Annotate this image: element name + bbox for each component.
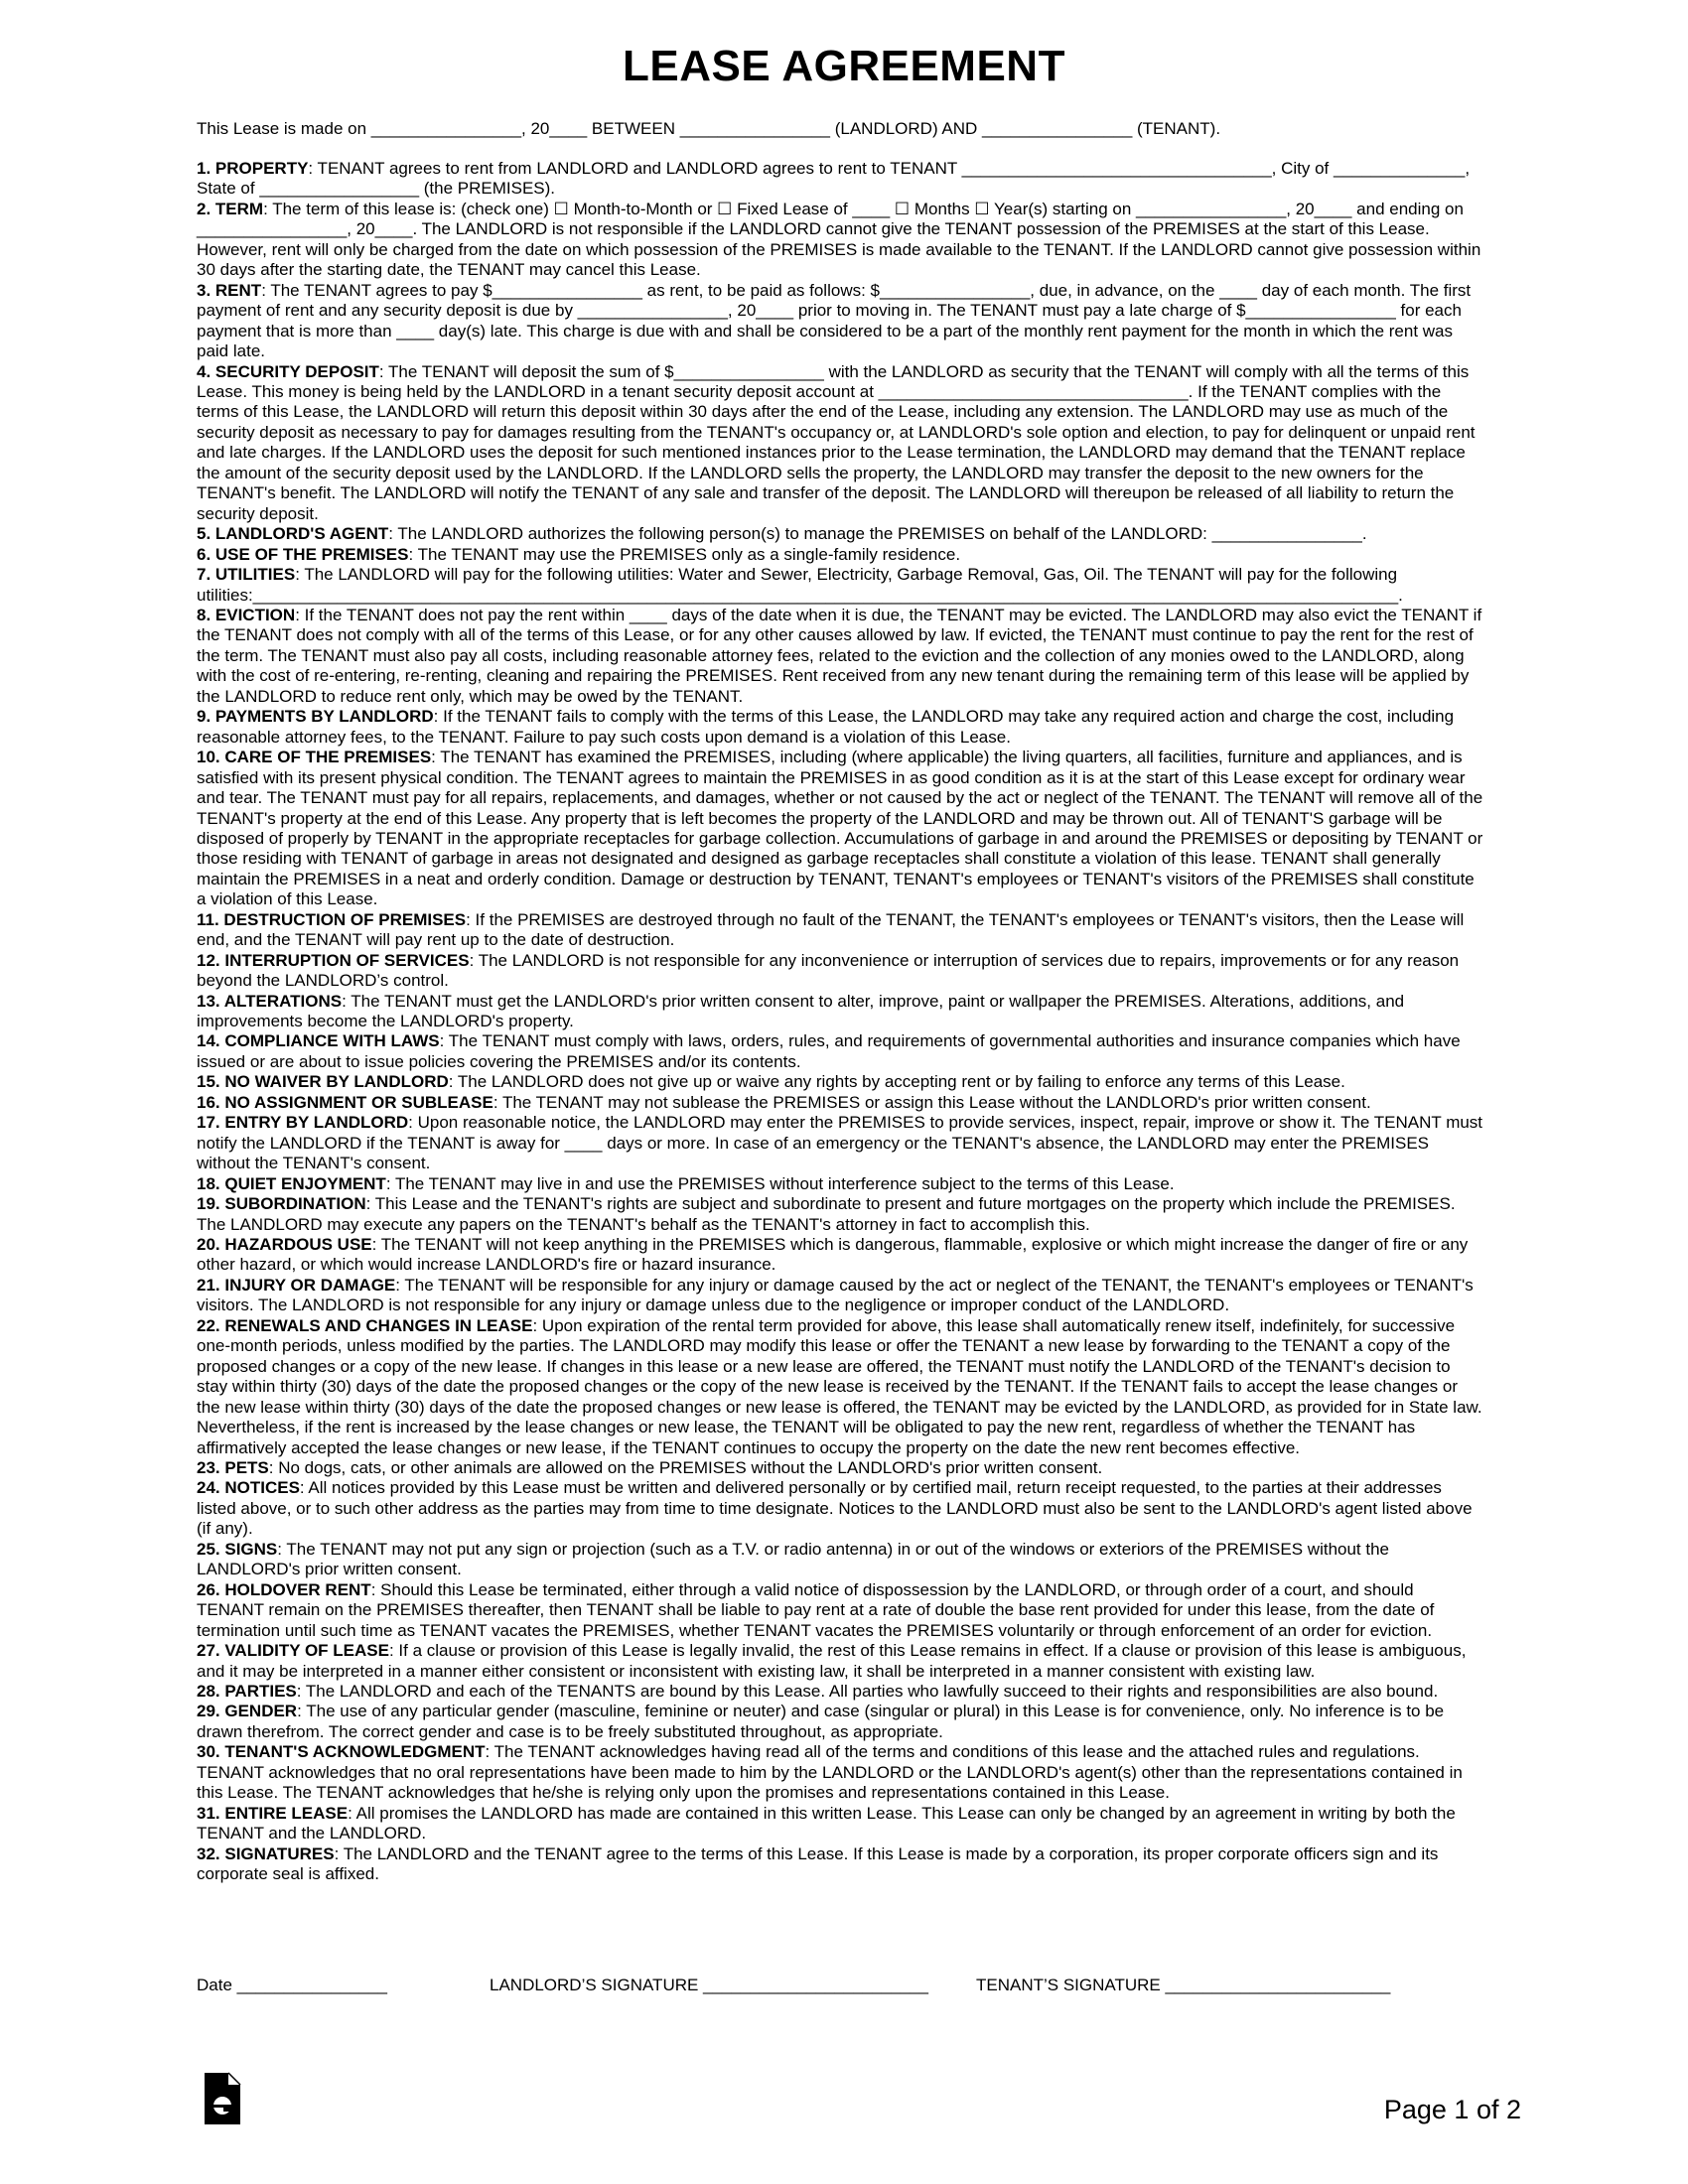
clause-text: : The TENANT will not keep anything in the PREMISES which is dangerous, flammable, explosive or which might increase the danger of fire or any other hazard, or which would increase LANDLORD's fire or hazard insurance. [197,1235,1469,1275]
clause-3 [197,281,1483,362]
clause-25 [197,1540,1483,1580]
clause-heading: 4. SECURITY DEPOSIT [197,361,379,381]
eforms-logo-icon [203,2071,242,2126]
page-number: Page 1 of 2 [1383,2095,1521,2124]
clause-19 [197,1194,1483,1235]
clause-20 [197,1235,1483,1276]
clause-text: : If the TENANT does not pay the rent within ____ days of the date when it is due, the TENANT may be evicted. The LANDLORD may also evict the TENANT if the TENANT does not comply with all of the terms of this Lease, or for any other causes allowed by law. If evicted, the TENANT must continue to pay the rent for the rest of the term. The TENANT must also pay all costs, including reasonable attorney fees, related to the eviction and the collection of any monies owed to the LANDLORD, along with the cost of re-entering, re-renting, cleaning and repairing the PREMISES. Rent received from any new tenant during the remaining term of this lease will be applied by the LANDLORD to reduce rent only, which may be owed by the TENANT. [197,605,1482,706]
clause-text: : Upon expiration of the rental term provided for above, this lease shall automatically renew itself, indefinitely, for successive one-month periods, unless modified by the parties. The LANDLORD may modify this lease or offer the TENANT a new lease by forwarding to the TENANT a copy of the proposed changes or a copy of the new lease. If changes in this lease or a new lease are offered, the TENANT must notify the LANDLORD of the TENANT's decision to stay within thirty (30) days of the date the proposed changes or the copy of the new lease is received by the TENANT. If the TENANT fails to accept the lease changes or the new lease within thirty (30) days of the date the proposed changes or new lease is offered, the TENANT may be evicted by the LANDLORD, as provided for in State law. Nevertheless, if the rent is increased by the lease changes or new lease, the TENANT will be obligated to pay the new rent, regardless of whether the TENANT has affirmatively accepted the lease changes or new lease, if the TENANT continues to occupy the property on the date the new rent becomes effective. [197,1315,1482,1457]
clause-10 [197,748,1483,910]
clause-9 [197,707,1483,748]
clause-heading: 18. QUIET ENJOYMENT [197,1173,386,1193]
clause-27 [197,1641,1483,1682]
clause-32 [197,1844,1483,1885]
clause-1 [197,159,1483,200]
clause-text: : The LANDLORD and the TENANT agree to the terms of this Lease. If this Lease is made by a corporation, its proper corporate officers sign and its corporate seal is affixed. [197,1843,1439,1884]
clause-heading: 7. UTILITIES [197,565,296,585]
clause-14 [197,1031,1483,1072]
intro-line: This Lease is made on ________________, 20____ BETWEEN ________________ (LANDLORD) AND ________________ (TENANT). [197,119,1221,138]
clause-heading: 12. INTERRUPTION OF SERVICES [197,950,470,970]
clause-15 [197,1072,1483,1092]
clause-heading: 3. RENT [197,280,262,300]
clause-heading: 21. INJURY OR DAMAGE [197,1275,396,1295]
clause-heading: 19. SUBORDINATION [197,1194,366,1214]
clause-2 [197,200,1483,281]
clause-4 [197,362,1483,525]
clause-23 [197,1458,1483,1478]
clause-text: : The TENANT may live in and use the PREMISES without interference subject to the terms of this Lease. [385,1173,1175,1193]
document-title: LEASE AGREEMENT [623,42,1065,90]
clause-heading: 20. HAZARDOUS USE [197,1235,372,1255]
clause-text: : The TENANT may use the PREMISES only as a single-family residence. [408,544,961,564]
clause-text: : The TENANT acknowledges having read all of the terms and conditions of this lease and the attached rules and regulations. TENANT acknowledges that no oral representations have been made to him by the LANDLORD or the LANDLORD's agent(s) other than the representations contained in this Lease. The TENANT acknowledges that he/she is relying only upon the promises and representations contained in this Lease. [197,1742,1463,1803]
clause-heading: 32. SIGNATURES [197,1843,335,1863]
clause-text: : The LANDLORD authorizes the following person(s) to manage the PREMISES on behalf of the LANDLORD: ________________. [388,524,1367,544]
clause-heading: 8. EVICTION [197,605,296,624]
clause-heading: 27. VALIDITY OF LEASE [197,1641,389,1661]
clause-text: : The TENANT will deposit the sum of $________________ with the LANDLORD as security that the TENANT will comply with all the terms of this Lease. This money is being held by the LANDLORD in a tenant security deposit account at _________________________________. If the TENANT complies with the terms of this Lease, the LANDLORD will return this deposit within 30 days after the end of the Lease, including any extension. The LANDLORD may use as much of the security deposit as necessary to pay for damages resulting from the TENANT's occupancy or, at LANDLORD's sole option and election, to pay for delinquent or unpaid rent and late charges. If the LANDLORD uses the deposit for such mentioned instances prior to the Lease termination, the LANDLORD may demand that the TENANT replace the amount of the security deposit used by the LANDLORD. If the LANDLORD sells the property, the LANDLORD may transfer the deposit to the new owners for the TENANT's benefit. The LANDLORD will notify the TENANT of any sale and transfer of the deposit. The LANDLORD will thereupon be released of all liability to return the security deposit. [197,361,1476,523]
clause-text: : The TENANT must get the LANDLORD's prior written consent to alter, improve, paint or wallpaper the PREMISES. Alterations, additions, and improvements become the LANDLORD's property. [197,991,1405,1031]
clause-text: : Should this Lease be terminated, either through a valid notice of dispossession by the LANDLORD, or through order of a court, and should TENANT remain on the PREMISES thereafter, then TENANT shall be liable to pay rent at a rate of double the base rent provided for under this lease, from the date of termination until such time as TENANT vacates the PREMISES, whether TENANT vacates the PREMISES voluntarily or through enforcement of an order for eviction. [197,1579,1435,1640]
clause-28 [197,1682,1483,1702]
clause-heading: 2. TERM [197,199,264,218]
clause-heading: 25. SIGNS [197,1539,278,1559]
clause-text: : Upon reasonable notice, the LANDLORD may enter the PREMISES to provide services, inspect, repair, improve or show it. The TENANT must notify the LANDLORD if the TENANT is away for ____ days or more. In case of an emergency or the TENANT's absence, the LANDLORD may enter the PREMISES without the TENANT's consent. [197,1113,1483,1173]
clause-13 [197,992,1483,1032]
clause-26 [197,1580,1483,1641]
clause-heading: 31. ENTIRE LEASE [197,1803,349,1823]
clause-text: : If a clause or provision of this Lease is legally invalid, the rest of this Lease remains in effect. If a clause or provision of this lease is ambiguous, and it may be interpreted in a manner either consistent or inconsistent with existing law, it shall be interpreted in a manner consistent with existing law. [197,1641,1467,1681]
tenant-signature-field: TENANT’S SIGNATURE ________________________ [976,1976,1391,1994]
clause-18 [197,1174,1483,1194]
clause-5 [197,524,1483,544]
clause-heading: 14. COMPLIANCE WITH LAWS [197,1031,440,1051]
clause-11 [197,910,1483,951]
landlord-signature-field: LANDLORD’S SIGNATURE ________________________ [490,1976,928,1994]
clause-heading: 10. CARE OF THE PREMISES [197,748,432,767]
clause-heading: 26. HOLDOVER RENT [197,1579,371,1599]
clause-text: : The LANDLORD will pay for the following utilities: Water and Sewer, Electricity, Garbage Removal, Gas, Oil. The TENANT will pay for the following utilities:__________________________________________________________________________________________________________________________. [197,565,1403,605]
clause-text: : The TENANT has examined the PREMISES, including (where applicable) the living quarters, all facilities, furniture and appliances, and is satisfied with its present physical condition. The TENANT agrees to maintain the PREMISES in as good condition as it is at the start of this Lease except for ordinary wear and tear. The TENANT must pay for all repairs, replacements, and damages, whether or not caused by the act or neglect of the TENANT. The TENANT will remove all of the TENANT's property at the end of this Lease. Any property that is left becomes the property of the LANDLORD and may be thrown out. All of TENANT'S garbage will be disposed of properly by TENANT in the appropriate receptacles for garbage collection. Accumulations of garbage in and around the PREMISES or depositing by TENANT or those residing with TENANT of garbage in areas not designated and designed as garbage receptacles shall constitute a violation of this lease. TENANT shall generally maintain the PREMISES in a neat and orderly condition. Damage or destruction by TENANT, TENANT's employees or TENANT's visitors of the PREMISES shall constitute a violation of this Lease. [197,748,1483,909]
clause-text: : This Lease and the TENANT's rights are subject and subordinate to present and future mortgages on the property which include the PREMISES. The LANDLORD may execute any papers on the TENANT's behalf as the TENANT's attorney in fact to accomplish this. [197,1194,1456,1234]
clause-text: : The TENANT may not put any sign or projection (such as a T.V. or radio antenna) in or out of the windows or exteriors of the PREMISES without the LANDLORD's prior written consent. [197,1539,1390,1579]
clause-heading: 9. PAYMENTS BY LANDLORD [197,707,434,727]
clause-heading: 15. NO WAIVER BY LANDLORD [197,1072,449,1092]
clause-heading: 29. GENDER [197,1702,298,1721]
clause-6 [197,545,1483,565]
clauses-body [197,159,1483,1885]
clause-heading: 17. ENTRY BY LANDLORD [197,1113,409,1133]
date-field: Date ________________ [197,1976,387,1994]
clause-21 [197,1276,1483,1316]
clause-text: : The TENANT may not sublease the PREMISES or assign this Lease without the LANDLORD's prior written consent. [492,1092,1371,1112]
clause-24 [197,1478,1483,1539]
clause-text: : The LANDLORD is not responsible for any inconvenience or interruption of services due to repairs, improvements or for any reason beyond the LANDLORD’s control. [197,950,1460,991]
clause-heading: 22. RENEWALS AND CHANGES IN LEASE [197,1315,533,1335]
clause-heading: 24. NOTICES [197,1478,300,1498]
clause-17 [197,1113,1483,1173]
clause-text: : TENANT agrees to rent from LANDLORD and LANDLORD agrees to rent to TENANT _________________________________, City of ______________, State of _________________ (the PREMISES). [197,159,1471,199]
clause-31 [197,1804,1483,1844]
clause-text: : The TENANT must comply with laws, orders, rules, and requirements of governmental authorities and insurance companies which have issued or are about to issue policies covering the PREMISES and/or its contents. [197,1031,1461,1071]
clause-text: : The use of any particular gender (masculine, feminine or neuter) and case (singular or plural) in this Lease is for convenience, only. No inference is to be drawn therefrom. The correct gender and case is to be freely substituted throughout, as appropriate. [197,1702,1445,1741]
clause-29 [197,1702,1483,1742]
clause-heading: 13. ALTERATIONS [197,991,343,1011]
clause-heading: 30. TENANT'S ACKNOWLEDGMENT [197,1742,486,1762]
clause-7 [197,565,1483,606]
clause-text: : The LANDLORD and each of the TENANTS are bound by this Lease. All parties who lawfully succeed to their rights and responsibilities are also bound. [296,1681,1439,1701]
clause-8 [197,606,1483,707]
clause-text: : The term of this lease is: (check one) ☐ Month-to-Month or ☐ Fixed Lease of ____ ☐ Months ☐ Year(s) starting on ________________, 20____ and ending on ________________, 20____. The LANDLORD is not responsible if the LANDLORD cannot give the TENANT possession of the PREMISES at the start of this Lease. However, rent will only be charged from the date on which possession of the PREMISES is made available to the TENANT. If the LANDLORD cannot give possession within 30 days after the starting date, the TENANT may cancel this Lease. [197,199,1481,280]
clause-text: : All notices provided by this Lease must be written and delivered personally or by certified mail, return receipt requested, to the parties at their addresses listed above, or to such other address as the parties may from time to time designate. Notices to the LANDLORD must also be sent to the LANDLORD's agent listed above (if any). [197,1478,1473,1539]
clause-22 [197,1316,1483,1458]
clause-heading: 6. USE OF THE PREMISES [197,544,409,564]
clause-12 [197,951,1483,992]
clause-text: : No dogs, cats, or other animals are allowed on the PREMISES without the LANDLORD's prior written consent. [268,1458,1103,1477]
clause-heading: 16. NO ASSIGNMENT OR SUBLEASE [197,1092,493,1112]
clause-30 [197,1742,1483,1803]
clause-heading: 1. PROPERTY [197,159,309,178]
clause-text: : The TENANT agrees to pay $________________ as rent, to be paid as follows: $________________, due, in advance, on the ____ day of each month. The first payment of rent and any security deposit is due by ________________, 20____ prior to moving in. The TENANT must pay a late charge of $________________ for each payment that is more than ____ day(s) late. This charge is due with and shall be considered to be a part of the monthly rent payment for the month in which the rent was paid late. [197,280,1472,361]
clause-text: : If the PREMISES are destroyed through no fault of the TENANT, the TENANT's employees or TENANT's visitors, then the Lease will end, and the TENANT will pay rent up to the date of destruction. [197,909,1465,950]
clause-text: : If the TENANT fails to comply with the terms of this Lease, the LANDLORD may take any required action and charge the cost, including reasonable attorney fees, to the TENANT. Failure to pay such costs upon demand is a violation of this Lease. [197,707,1455,747]
clause-text: : The LANDLORD does not give up or waive any rights by accepting rent or by failing to enforce any terms of this Lease. [448,1072,1345,1092]
clause-heading: 23. PETS [197,1458,269,1477]
clause-heading: 5. LANDLORD'S AGENT [197,524,389,544]
clause-text: : All promises the LANDLORD has made are contained in this written Lease. This Lease can only be changed by an agreement in writing by both the TENANT and the LANDLORD. [197,1803,1456,1843]
clause-text: : The TENANT will be responsible for any injury or damage caused by the act or neglect of the TENANT, the TENANT's employees or TENANT's visitors. The LANDLORD is not responsible for any injury or damage unless due to the negligence or improper conduct of the LANDLORD. [197,1275,1474,1315]
clause-heading: 11. DESTRUCTION OF PREMISES [197,909,467,929]
clause-heading: 28. PARTIES [197,1681,297,1701]
clause-16 [197,1093,1483,1113]
